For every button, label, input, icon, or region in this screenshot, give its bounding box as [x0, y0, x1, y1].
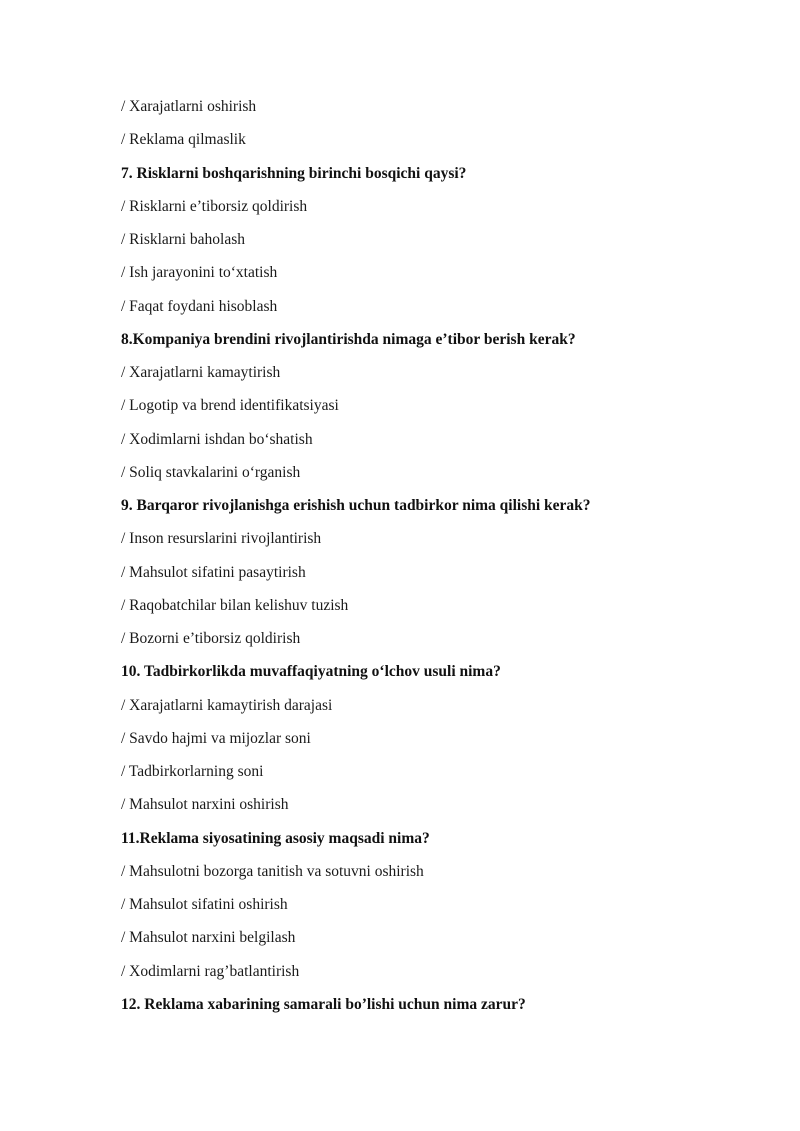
answer-option: / Soliq stavkalarini o‘rganish [121, 463, 301, 481]
answer-option: / Mahsulot narxini oshirish [121, 796, 289, 814]
answer-option: / Ish jarayonini to‘xtatish [121, 264, 278, 282]
answer-option: / Risklarni baholash [121, 231, 245, 248]
question-heading: 8.Kompaniya brendini rivojlantirishda nimaga e’tibor berish kerak? [121, 330, 576, 348]
answer-option: / Tadbirkorlarning soni [121, 763, 264, 780]
question-heading: 7. Risklarni boshqarishning birinchi bosqichi qaysi? [121, 164, 467, 182]
answer-option: / Mahsulotni bozorga tanitish va sotuvni oshirish [121, 862, 424, 880]
answer-option: / Mahsulot sifatini pasaytirish [121, 563, 306, 581]
answer-option: / Logotip va brend identifikatsiyasi [121, 397, 339, 415]
answer-option: / Bozorni e’tiborsiz qoldirish [121, 630, 301, 647]
answer-option: / Faqat foydani hisoblash [121, 297, 278, 315]
answer-option: / Xarajatlarni oshirish [121, 98, 257, 115]
question-heading: 9. Barqaror rivojlanishga erishish uchun tadbirkor nima qilishi kerak? [121, 497, 591, 514]
answer-option: / Raqobatchilar bilan kelishuv tuzish [121, 596, 349, 614]
answer-option: / Xodimlarni rag’batlantirish [121, 962, 300, 980]
document-body [121, 96, 761, 1027]
answer-option: / Inson resurslarini rivojlantirish [121, 530, 322, 548]
question-heading: 10. Tadbirkorlikda muvaffaqiyatning o‘lchov usuli nima? [121, 663, 501, 681]
answer-option: / Risklarni e’tiborsiz qoldirish [121, 197, 308, 215]
answer-option: / Xarajatlarni kamaytirish [121, 364, 281, 381]
answer-option: / Savdo hajmi va mijozlar soni [121, 729, 311, 747]
question-heading: 11.Reklama siyosatining asosiy maqsadi nima? [121, 829, 430, 847]
answer-option: / Xodimlarni ishdan bo‘shatish [121, 430, 313, 448]
question-heading: 12. Reklama xabarining samarali bo’lishi uchun nima zarur? [121, 995, 526, 1013]
answer-option: / Xarajatlarni kamaytirish darajasi [121, 696, 333, 714]
answer-option: / Reklama qilmaslik [121, 131, 246, 149]
answer-option: / Mahsulot sifatini oshirish [121, 896, 288, 913]
answer-option: / Mahsulot narxini belgilash [121, 929, 296, 947]
